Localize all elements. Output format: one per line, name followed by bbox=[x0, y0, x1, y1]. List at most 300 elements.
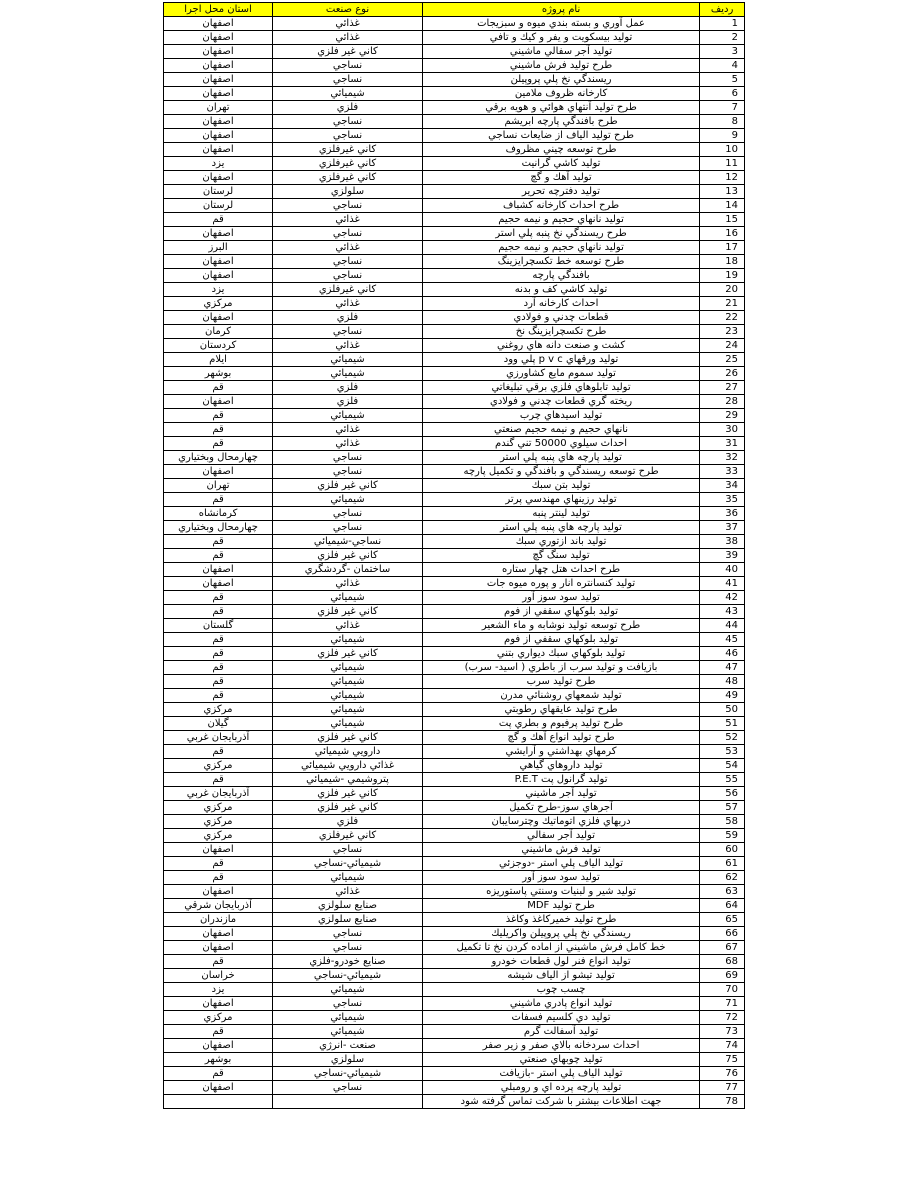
industry-type-cell: شيميائي bbox=[273, 353, 423, 367]
table-row bbox=[164, 815, 745, 829]
table-row bbox=[164, 927, 745, 941]
row-number-cell: 45 bbox=[700, 633, 745, 647]
industry-type-cell: غذائي bbox=[273, 17, 423, 31]
province-cell: كردستان bbox=[164, 339, 273, 353]
project-name-cell: توليد كنسانتره انار و پوره ميوه جات bbox=[422, 577, 699, 591]
row-number-cell: 73 bbox=[700, 1025, 745, 1039]
table-row bbox=[164, 269, 745, 283]
province-cell: مركزي bbox=[164, 815, 273, 829]
header-province: استان محل اجرا bbox=[164, 3, 273, 17]
province-cell: اصفهان bbox=[164, 577, 273, 591]
row-number-cell: 26 bbox=[700, 367, 745, 381]
province-cell: گيلان bbox=[164, 717, 273, 731]
province-cell: قم bbox=[164, 591, 273, 605]
row-number-cell: 9 bbox=[700, 129, 745, 143]
province-cell: مركزي bbox=[164, 829, 273, 843]
project-name-cell: طرح توليد پرفيوم و بطري پت bbox=[422, 717, 699, 731]
row-number-cell: 28 bbox=[700, 395, 745, 409]
industry-type-cell: نساجي bbox=[273, 199, 423, 213]
row-number-cell: 39 bbox=[700, 549, 745, 563]
province-cell: قم bbox=[164, 675, 273, 689]
table-row bbox=[164, 1039, 745, 1053]
industry-type-cell: غذائي bbox=[273, 297, 423, 311]
province-cell bbox=[164, 1095, 273, 1109]
project-name-cell: طرح توسعه چيني مظروف bbox=[422, 143, 699, 157]
industry-type-cell: فلزي bbox=[273, 381, 423, 395]
province-cell: قم bbox=[164, 535, 273, 549]
row-number-cell: 42 bbox=[700, 591, 745, 605]
project-name-cell: طرح توسعه خط تكسچرايزينگ bbox=[422, 255, 699, 269]
row-number-cell: 12 bbox=[700, 171, 745, 185]
table-row bbox=[164, 311, 745, 325]
province-cell: اصفهان bbox=[164, 45, 273, 59]
industry-type-cell: دارويي شيميائي bbox=[273, 745, 423, 759]
industry-type-cell: كاني غير فلزي bbox=[273, 801, 423, 815]
project-name-cell: توليد فرش ماشيني bbox=[422, 843, 699, 857]
row-number-cell: 36 bbox=[700, 507, 745, 521]
table-row bbox=[164, 185, 745, 199]
table-row bbox=[164, 1011, 745, 1025]
table-row bbox=[164, 983, 745, 997]
row-number-cell: 59 bbox=[700, 829, 745, 843]
industry-type-cell: غذائي bbox=[273, 213, 423, 227]
province-cell: لرستان bbox=[164, 185, 273, 199]
province-cell: اصفهان bbox=[164, 941, 273, 955]
project-name-cell: توليد كاشي گرانيت bbox=[422, 157, 699, 171]
industry-type-cell: كاني غير فلزي bbox=[273, 731, 423, 745]
table-row bbox=[164, 577, 745, 591]
row-number-cell: 29 bbox=[700, 409, 745, 423]
row-number-cell: 2 bbox=[700, 31, 745, 45]
industry-type-cell: نساجي bbox=[273, 115, 423, 129]
project-name-cell: توليد داروهاي گياهي bbox=[422, 759, 699, 773]
project-name-cell: توليد نانهاي حجيم و نيمه حجيم bbox=[422, 241, 699, 255]
industry-type-cell: صنايع سلولزي bbox=[273, 913, 423, 927]
table-row bbox=[164, 731, 745, 745]
row-number-cell: 47 bbox=[700, 661, 745, 675]
row-number-cell: 8 bbox=[700, 115, 745, 129]
industry-type-cell: نساجي bbox=[273, 325, 423, 339]
row-number-cell: 19 bbox=[700, 269, 745, 283]
province-cell: اصفهان bbox=[164, 17, 273, 31]
table-row bbox=[164, 297, 745, 311]
table-row bbox=[164, 787, 745, 801]
project-name-cell: توليد بلوكهاي سقفي از فوم bbox=[422, 605, 699, 619]
province-cell: اصفهان bbox=[164, 269, 273, 283]
project-name-cell: توليد لينتر پنبه bbox=[422, 507, 699, 521]
table-row bbox=[164, 899, 745, 913]
industry-type-cell: غذائي bbox=[273, 31, 423, 45]
industry-type-cell: شيميائي bbox=[273, 633, 423, 647]
province-cell: مركزي bbox=[164, 703, 273, 717]
province-cell: چهارمحال وبختياري bbox=[164, 451, 273, 465]
province-cell: اصفهان bbox=[164, 87, 273, 101]
row-number-cell: 46 bbox=[700, 647, 745, 661]
industry-type-cell: شيميائي bbox=[273, 493, 423, 507]
industry-type-cell: صنايع خودرو-فلزي bbox=[273, 955, 423, 969]
province-cell: قم bbox=[164, 381, 273, 395]
row-number-cell: 30 bbox=[700, 423, 745, 437]
table-row bbox=[164, 437, 745, 451]
row-number-cell: 52 bbox=[700, 731, 745, 745]
table-row bbox=[164, 717, 745, 731]
row-number-cell: 77 bbox=[700, 1081, 745, 1095]
project-name-cell: ريسندگي نخ پلي پروپيلن bbox=[422, 73, 699, 87]
province-cell: اصفهان bbox=[164, 1081, 273, 1095]
province-cell: آذربايجان شرقي bbox=[164, 899, 273, 913]
table-row bbox=[164, 143, 745, 157]
project-name-cell: طرح ريسندگي نخ پنبه پلي استر bbox=[422, 227, 699, 241]
industry-type-cell: شيميائي bbox=[273, 1025, 423, 1039]
industry-type-cell: غذائي bbox=[273, 423, 423, 437]
row-number-cell: 68 bbox=[700, 955, 745, 969]
row-number-cell: 6 bbox=[700, 87, 745, 101]
table-row bbox=[164, 591, 745, 605]
industry-type-cell: سلولزي bbox=[273, 185, 423, 199]
province-cell: قم bbox=[164, 871, 273, 885]
province-cell: قم bbox=[164, 423, 273, 437]
province-cell: تهران bbox=[164, 101, 273, 115]
province-cell: كرمان bbox=[164, 325, 273, 339]
project-name-cell: طرح توليد خميركاغذ وكاغذ bbox=[422, 913, 699, 927]
header-row bbox=[164, 3, 745, 17]
project-name-cell: طرح احداث كارخانه كشباف bbox=[422, 199, 699, 213]
projects-table bbox=[163, 2, 745, 1109]
province-cell: مركزي bbox=[164, 297, 273, 311]
project-name-cell: توليد سنگ گچ bbox=[422, 549, 699, 563]
table-row bbox=[164, 535, 745, 549]
project-name-cell: احداث سردخانه بالاي صفر و زير صفر bbox=[422, 1039, 699, 1053]
project-name-cell: توليد دفترچه تحرير bbox=[422, 185, 699, 199]
project-name-cell: توليد بتن سبك bbox=[422, 479, 699, 493]
industry-type-cell: نساجي bbox=[273, 255, 423, 269]
province-cell: اصفهان bbox=[164, 927, 273, 941]
project-name-cell: احداث كارخانه آرد bbox=[422, 297, 699, 311]
row-number-cell: 60 bbox=[700, 843, 745, 857]
project-name-cell: بافندگي پارچه bbox=[422, 269, 699, 283]
industry-type-cell: نساجي bbox=[273, 1081, 423, 1095]
table-row bbox=[164, 675, 745, 689]
row-number-cell: 58 bbox=[700, 815, 745, 829]
table-row bbox=[164, 227, 745, 241]
industry-type-cell: شيميائي-نساجي bbox=[273, 1067, 423, 1081]
industry-type-cell: كاني غيرفلزي bbox=[273, 283, 423, 297]
province-cell: چهارمحال وبختياري bbox=[164, 521, 273, 535]
project-name-cell: توليد الياف پلي استر -دوجزئي bbox=[422, 857, 699, 871]
row-number-cell: 32 bbox=[700, 451, 745, 465]
province-cell: اصفهان bbox=[164, 59, 273, 73]
project-name-cell: توليد كاشي كف و بدنه bbox=[422, 283, 699, 297]
industry-type-cell: نساجي bbox=[273, 227, 423, 241]
industry-type-cell: صنعت -انرژي bbox=[273, 1039, 423, 1053]
row-number-cell: 11 bbox=[700, 157, 745, 171]
province-cell: قم bbox=[164, 633, 273, 647]
row-number-cell: 1 bbox=[700, 17, 745, 31]
industry-type-cell: كاني غير فلزي bbox=[273, 647, 423, 661]
table-row bbox=[164, 619, 745, 633]
industry-type-cell bbox=[273, 1095, 423, 1109]
table-row bbox=[164, 605, 745, 619]
province-cell: مركزي bbox=[164, 1011, 273, 1025]
industry-type-cell: غذائي bbox=[273, 885, 423, 899]
industry-type-cell: شيميائي bbox=[273, 409, 423, 423]
province-cell: اصفهان bbox=[164, 465, 273, 479]
project-name-cell: توليد آجر سفالي ماشيني bbox=[422, 45, 699, 59]
row-number-cell: 43 bbox=[700, 605, 745, 619]
province-cell: اصفهان bbox=[164, 143, 273, 157]
table-row bbox=[164, 633, 745, 647]
industry-type-cell: فلزي bbox=[273, 395, 423, 409]
province-cell: يزد bbox=[164, 283, 273, 297]
province-cell: آذربايجان غربي bbox=[164, 731, 273, 745]
project-name-cell: بازيافت و توليد سرب از باطري ( اسيد- سرب) bbox=[422, 661, 699, 675]
table-row bbox=[164, 31, 745, 45]
table-row bbox=[164, 451, 745, 465]
province-cell: قم bbox=[164, 549, 273, 563]
project-name-cell: توليد بلوكهاي سقفي از فوم bbox=[422, 633, 699, 647]
project-name-cell: خط كامل فرش ماشيني از اماده كردن نخ تا تكميل bbox=[422, 941, 699, 955]
province-cell: قم bbox=[164, 955, 273, 969]
row-number-cell: 40 bbox=[700, 563, 745, 577]
row-number-cell: 31 bbox=[700, 437, 745, 451]
row-number-cell: 35 bbox=[700, 493, 745, 507]
project-name-cell: توليد سود سوز آور bbox=[422, 871, 699, 885]
table-row bbox=[164, 689, 745, 703]
row-number-cell: 51 bbox=[700, 717, 745, 731]
table-row bbox=[164, 773, 745, 787]
header-industry-type: نوع صنعت bbox=[273, 3, 423, 17]
table-row bbox=[164, 493, 745, 507]
province-cell: اصفهان bbox=[164, 115, 273, 129]
header-row-number: ردیف bbox=[700, 3, 745, 17]
industry-type-cell: نساجي bbox=[273, 927, 423, 941]
project-name-cell: توليد تيشو از الياف شيشه bbox=[422, 969, 699, 983]
table-row bbox=[164, 829, 745, 843]
province-cell: بوشهر bbox=[164, 1053, 273, 1067]
row-number-cell: 63 bbox=[700, 885, 745, 899]
row-number-cell: 62 bbox=[700, 871, 745, 885]
industry-type-cell: شيميائي bbox=[273, 689, 423, 703]
table-row bbox=[164, 801, 745, 815]
industry-type-cell: شيميائي bbox=[273, 591, 423, 605]
province-cell: اصفهان bbox=[164, 563, 273, 577]
province-cell: كرمانشاه bbox=[164, 507, 273, 521]
industry-type-cell: شيميائي bbox=[273, 87, 423, 101]
project-name-cell: توليد پارچه پرده اي و رومبلي bbox=[422, 1081, 699, 1095]
industry-type-cell: غذائي دارويي شيميائي bbox=[273, 759, 423, 773]
project-name-cell: توليد بلوكهاي سبك ديواري بتني bbox=[422, 647, 699, 661]
project-name-cell: توليد بيسكويت و يفر و كيك و تافي bbox=[422, 31, 699, 45]
header-project-name: نام پروژه bbox=[422, 3, 699, 17]
industry-type-cell: شيميائي bbox=[273, 1011, 423, 1025]
province-cell: خراسان bbox=[164, 969, 273, 983]
row-number-cell: 21 bbox=[700, 297, 745, 311]
row-number-cell: 55 bbox=[700, 773, 745, 787]
row-number-cell: 3 bbox=[700, 45, 745, 59]
row-number-cell: 25 bbox=[700, 353, 745, 367]
project-name-cell: طرح توسعه ريسندگي و بافندگي و تكميل پارچه bbox=[422, 465, 699, 479]
table-row bbox=[164, 549, 745, 563]
row-number-cell: 20 bbox=[700, 283, 745, 297]
project-name-cell: توليد پارچه هاي پنبه پلي استر bbox=[422, 521, 699, 535]
project-name-cell: توليد باند ازتوري سبك bbox=[422, 535, 699, 549]
project-name-cell: توليد چوبهاي صنعتي bbox=[422, 1053, 699, 1067]
table-row bbox=[164, 969, 745, 983]
row-number-cell: 22 bbox=[700, 311, 745, 325]
row-number-cell: 44 bbox=[700, 619, 745, 633]
table-row bbox=[164, 1053, 745, 1067]
province-cell: قم bbox=[164, 1025, 273, 1039]
row-number-cell: 15 bbox=[700, 213, 745, 227]
row-number-cell: 70 bbox=[700, 983, 745, 997]
province-cell: اصفهان bbox=[164, 843, 273, 857]
table-row bbox=[164, 115, 745, 129]
project-name-cell: عمل آوري و بسته بندي ميوه و سبزيجات bbox=[422, 17, 699, 31]
province-cell: اصفهان bbox=[164, 395, 273, 409]
row-number-cell: 10 bbox=[700, 143, 745, 157]
table-row bbox=[164, 87, 745, 101]
project-name-cell: دربهاي فلزي اتوماتيك وچترسايبان bbox=[422, 815, 699, 829]
table-row bbox=[164, 381, 745, 395]
industry-type-cell: كاني غيرفلزي bbox=[273, 171, 423, 185]
industry-type-cell: شيميائي bbox=[273, 703, 423, 717]
province-cell: قم bbox=[164, 409, 273, 423]
project-name-cell: توليد تابلوهاي فلزي برقي تبليغاتي bbox=[422, 381, 699, 395]
row-number-cell: 5 bbox=[700, 73, 745, 87]
project-name-cell: توليد دي كلسيم فسفات bbox=[422, 1011, 699, 1025]
project-name-cell: ريسندگي نخ پلي پروپيلن واكريليك bbox=[422, 927, 699, 941]
row-number-cell: 78 bbox=[700, 1095, 745, 1109]
table-row bbox=[164, 885, 745, 899]
province-cell: آذربايجان غربي bbox=[164, 787, 273, 801]
table-row bbox=[164, 507, 745, 521]
row-number-cell: 71 bbox=[700, 997, 745, 1011]
project-name-cell: طرح توليد فرش ماشيني bbox=[422, 59, 699, 73]
industry-type-cell: نساجي bbox=[273, 59, 423, 73]
project-name-cell: طرح تكسچرايزينگ نخ bbox=[422, 325, 699, 339]
row-number-cell: 38 bbox=[700, 535, 745, 549]
project-name-cell: طرح توليد عايقهاي رطوبتي bbox=[422, 703, 699, 717]
province-cell: اصفهان bbox=[164, 311, 273, 325]
table-row bbox=[164, 1025, 745, 1039]
industry-type-cell: غذائي bbox=[273, 619, 423, 633]
province-cell: بوشهر bbox=[164, 367, 273, 381]
row-number-cell: 41 bbox=[700, 577, 745, 591]
table-row bbox=[164, 129, 745, 143]
province-cell: مركزي bbox=[164, 801, 273, 815]
project-name-cell: طرح توليد MDF bbox=[422, 899, 699, 913]
industry-type-cell: نساجي bbox=[273, 521, 423, 535]
table-row bbox=[164, 283, 745, 297]
province-cell: اصفهان bbox=[164, 997, 273, 1011]
table-row bbox=[164, 199, 745, 213]
table-row bbox=[164, 395, 745, 409]
project-name-cell: توليد پارچه هاي پنبه پلي استر bbox=[422, 451, 699, 465]
row-number-cell: 66 bbox=[700, 927, 745, 941]
industry-type-cell: فلزي bbox=[273, 815, 423, 829]
projects-sheet bbox=[163, 2, 745, 1109]
table-row bbox=[164, 353, 745, 367]
project-name-cell: احداث سيلوي 50000 تني گندم bbox=[422, 437, 699, 451]
table-row bbox=[164, 171, 745, 185]
row-number-cell: 76 bbox=[700, 1067, 745, 1081]
project-name-cell: طرح احداث هتل چهار ستاره bbox=[422, 563, 699, 577]
province-cell: يزد bbox=[164, 157, 273, 171]
table-body bbox=[164, 17, 745, 1109]
province-cell: قم bbox=[164, 1067, 273, 1081]
table-row bbox=[164, 521, 745, 535]
table-row bbox=[164, 157, 745, 171]
industry-type-cell: غذائي bbox=[273, 339, 423, 353]
industry-type-cell: غذائي bbox=[273, 577, 423, 591]
table-row bbox=[164, 955, 745, 969]
project-name-cell: طرح توليد سرب bbox=[422, 675, 699, 689]
province-cell: البرز bbox=[164, 241, 273, 255]
industry-type-cell: كاني غيرفلزي bbox=[273, 143, 423, 157]
row-number-cell: 69 bbox=[700, 969, 745, 983]
table-row bbox=[164, 339, 745, 353]
industry-type-cell: نساجي-شيميائي bbox=[273, 535, 423, 549]
industry-type-cell: غذائي bbox=[273, 437, 423, 451]
province-cell: مركزي bbox=[164, 759, 273, 773]
province-cell: لرستان bbox=[164, 199, 273, 213]
province-cell: قم bbox=[164, 661, 273, 675]
industry-type-cell: شيميائي bbox=[273, 871, 423, 885]
province-cell: اصفهان bbox=[164, 129, 273, 143]
province-cell: اصفهان bbox=[164, 227, 273, 241]
project-name-cell: توليد سود سوز آور bbox=[422, 591, 699, 605]
project-name-cell: طرح بافندگي پارچه ابريشم bbox=[422, 115, 699, 129]
table-row bbox=[164, 367, 745, 381]
province-cell: يزد bbox=[164, 983, 273, 997]
row-number-cell: 64 bbox=[700, 899, 745, 913]
table-row bbox=[164, 647, 745, 661]
project-name-cell: توليد شير و لبنيات وسنتي پاستوريزه bbox=[422, 885, 699, 899]
project-name-cell: توليد آهك و گچ bbox=[422, 171, 699, 185]
industry-type-cell: شيميائي bbox=[273, 983, 423, 997]
row-number-cell: 61 bbox=[700, 857, 745, 871]
table-row bbox=[164, 843, 745, 857]
table-row bbox=[164, 997, 745, 1011]
table-row bbox=[164, 871, 745, 885]
row-number-cell: 37 bbox=[700, 521, 745, 535]
table-row bbox=[164, 45, 745, 59]
industry-type-cell: نساجي bbox=[273, 269, 423, 283]
province-cell: اصفهان bbox=[164, 1039, 273, 1053]
project-name-cell: جهت اطلاعات بيشتر با شركت تماس گرفته شود bbox=[422, 1095, 699, 1109]
industry-type-cell: شيميائي-نساجي bbox=[273, 969, 423, 983]
project-name-cell: چسب چوب bbox=[422, 983, 699, 997]
table-row bbox=[164, 59, 745, 73]
province-cell: اصفهان bbox=[164, 31, 273, 45]
row-number-cell: 49 bbox=[700, 689, 745, 703]
industry-type-cell: شيميائي bbox=[273, 717, 423, 731]
province-cell: قم bbox=[164, 605, 273, 619]
row-number-cell: 72 bbox=[700, 1011, 745, 1025]
table-row bbox=[164, 423, 745, 437]
province-cell: قم bbox=[164, 745, 273, 759]
table-row bbox=[164, 745, 745, 759]
row-number-cell: 67 bbox=[700, 941, 745, 955]
industry-type-cell: فلزي bbox=[273, 101, 423, 115]
province-cell: قم bbox=[164, 689, 273, 703]
project-name-cell: كارخانه ظروف ملامين bbox=[422, 87, 699, 101]
project-name-cell: توليد ورقهاي p v c پلي وود bbox=[422, 353, 699, 367]
industry-type-cell: نساجي bbox=[273, 941, 423, 955]
table-row bbox=[164, 563, 745, 577]
table-row bbox=[164, 213, 745, 227]
table-row bbox=[164, 325, 745, 339]
